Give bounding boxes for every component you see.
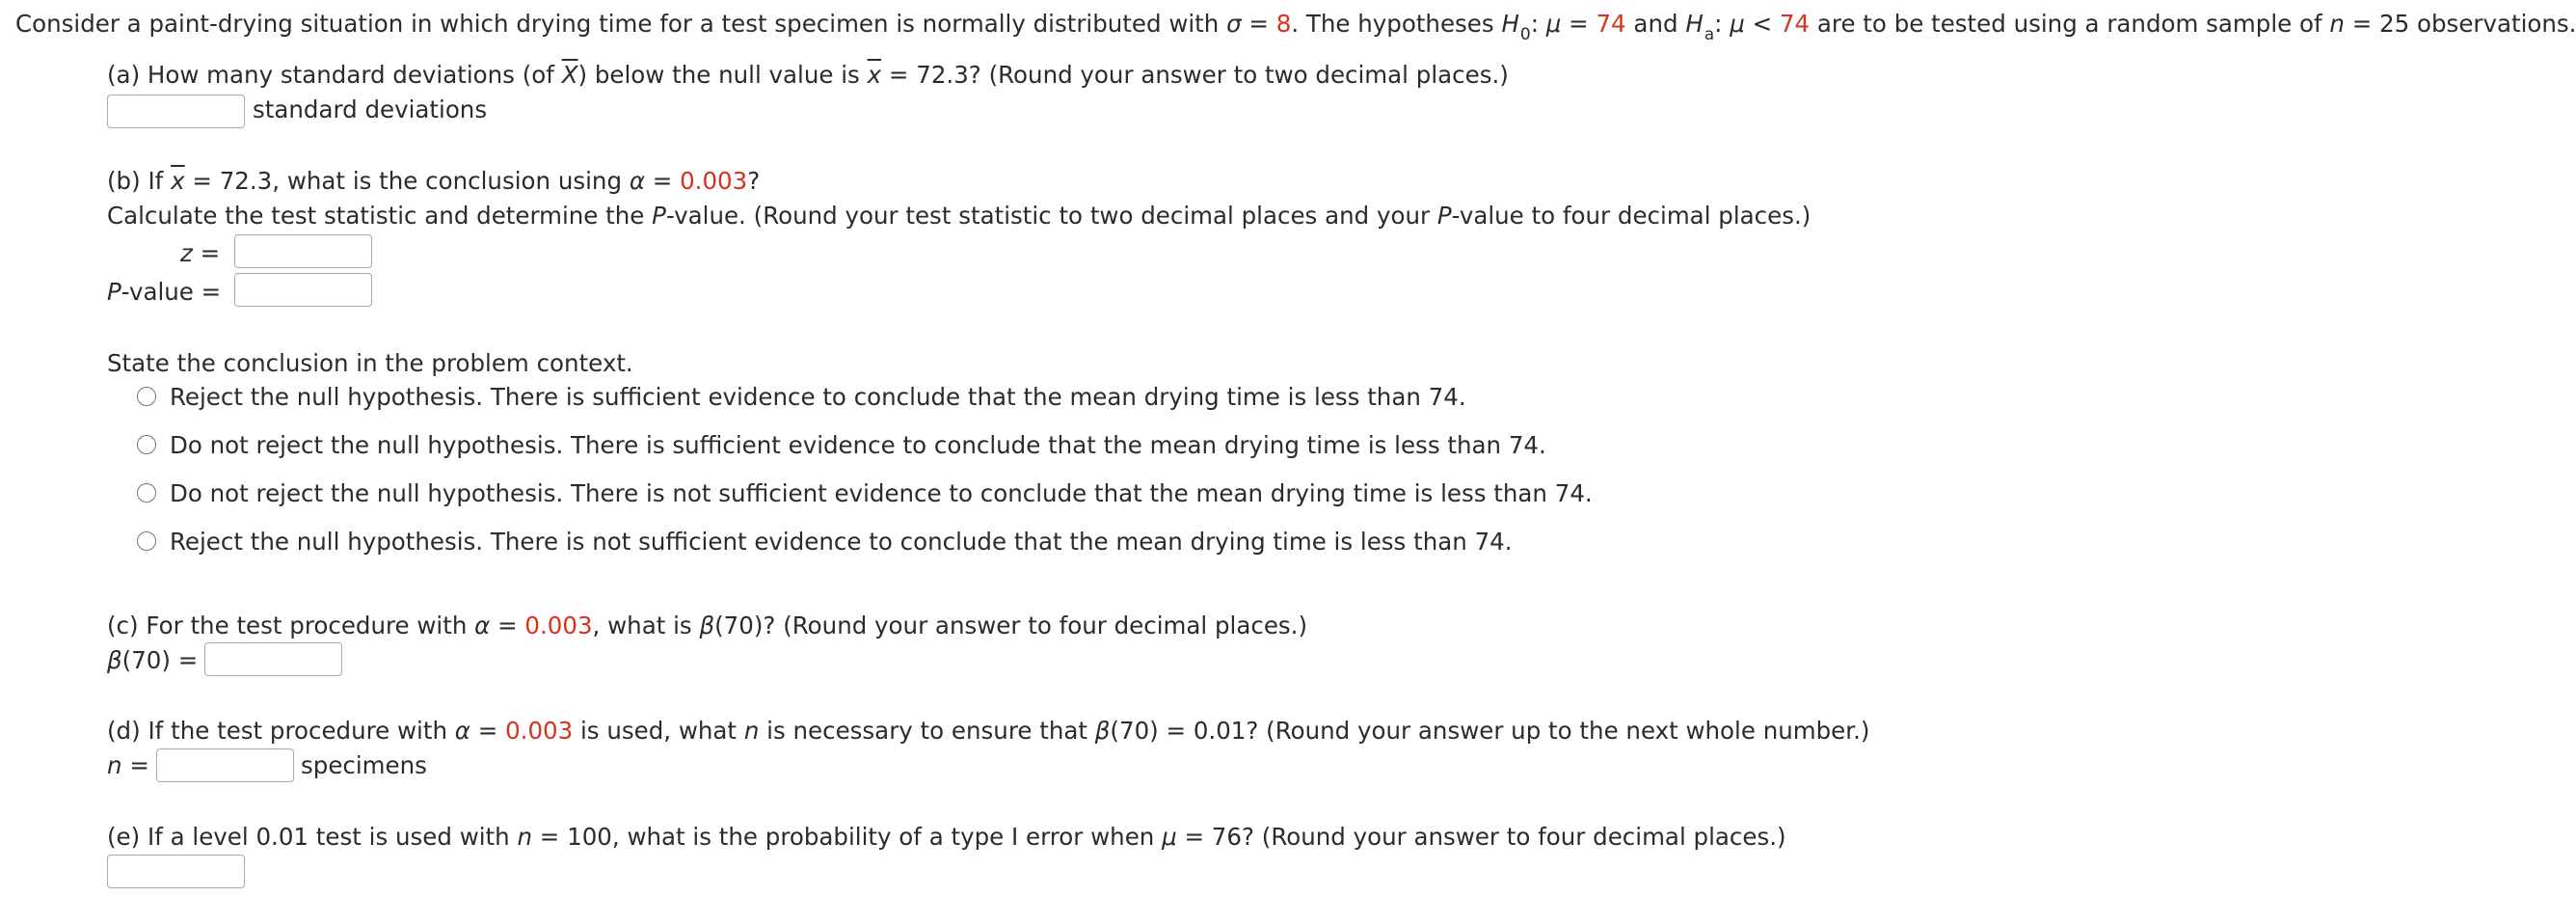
part-b-instructions: Calculate the test statistic and determine the P-value. (Round your test statistic to two decimal places and your P-value to four decimal places.) <box>107 202 1811 230</box>
conclusion-option-4-label[interactable]: Reject the null hypothesis. There is not sufficient evidence to conclude that the mean drying time is less than 74. <box>170 528 1513 556</box>
alt-mean-value: 74 <box>1779 10 1811 38</box>
part-a-question: (a) How many standard deviations (of $\overline{X}$) below the null value is $\overline{x} = 72.3$? (Round your answer to two decimal places.) <box>107 61 1509 89</box>
p-value-label: P-value = <box>107 278 222 306</box>
part-c-question: (c) For the test procedure with α = 0.003, what is β(70)? (Round your answer to four decimal places.) <box>107 611 1308 639</box>
conclusion-option-3-label[interactable]: Do not reject the null hypothesis. There is not sufficient evidence to conclude that the mean drying time is less than 74. <box>170 479 1593 507</box>
p-value-input[interactable] <box>234 273 372 307</box>
conclusion-option-4-radio[interactable] <box>137 531 156 551</box>
z-statistic-input[interactable] <box>234 234 372 268</box>
part-a-unit: standard deviations <box>253 95 488 123</box>
conclusion-option-1-label[interactable]: Reject the null hypothesis. There is sufficient evidence to conclude that the mean drying time is less than 74. <box>170 383 1466 411</box>
conclusion-option-1-radio[interactable] <box>137 387 156 406</box>
part-e-answer-input[interactable] <box>107 855 245 888</box>
beta-label: β(70) = <box>107 646 199 674</box>
part-e-question: (e) If a level 0.01 test is used with n = 100, what is the probability of a type I error when μ = 76? (Round your answer to four decimal places.) <box>107 823 1786 851</box>
alpha-value: 0.003 <box>680 167 748 195</box>
z-label: z = <box>180 239 221 267</box>
part-d-question: (d) If the test procedure with α = 0.003 is used, what n is necessary to ensure that β(70) = 0.01? (Round your answer up to the next whole number.) <box>107 717 1870 745</box>
conclusion-option-2-label[interactable]: Do not reject the null hypothesis. There is sufficient evidence to conclude that the mean drying time is less than 74. <box>170 431 1546 459</box>
conclusion-prompt: State the conclusion in the problem context. <box>107 349 633 377</box>
alpha-value: 0.003 <box>505 717 574 745</box>
null-mean-value: 74 <box>1596 10 1626 38</box>
alpha-value: 0.003 <box>524 611 593 639</box>
sample-size-input[interactable] <box>156 748 294 782</box>
part-d-unit: specimens <box>301 751 427 779</box>
n-label: n = <box>107 751 149 779</box>
beta-answer-input[interactable] <box>204 642 342 676</box>
part-b-question: (b) If $\overline{x} = 72.3$, what is the conclusion using α = 0.003? <box>107 167 761 195</box>
part-a-answer-input[interactable] <box>107 95 245 128</box>
problem-intro: Consider a paint-drying situation in which drying time for a test specimen is normally distributed with σ = 8. The hypotheses $H_0$: μ = 74 and $H_a$: μ < 74 are to be tested using a random sample of n = 25 observations. <box>15 10 2576 44</box>
conclusion-option-2-radio[interactable] <box>137 435 156 454</box>
conclusion-option-3-radio[interactable] <box>137 483 156 503</box>
sigma-value: 8 <box>1275 10 1292 38</box>
